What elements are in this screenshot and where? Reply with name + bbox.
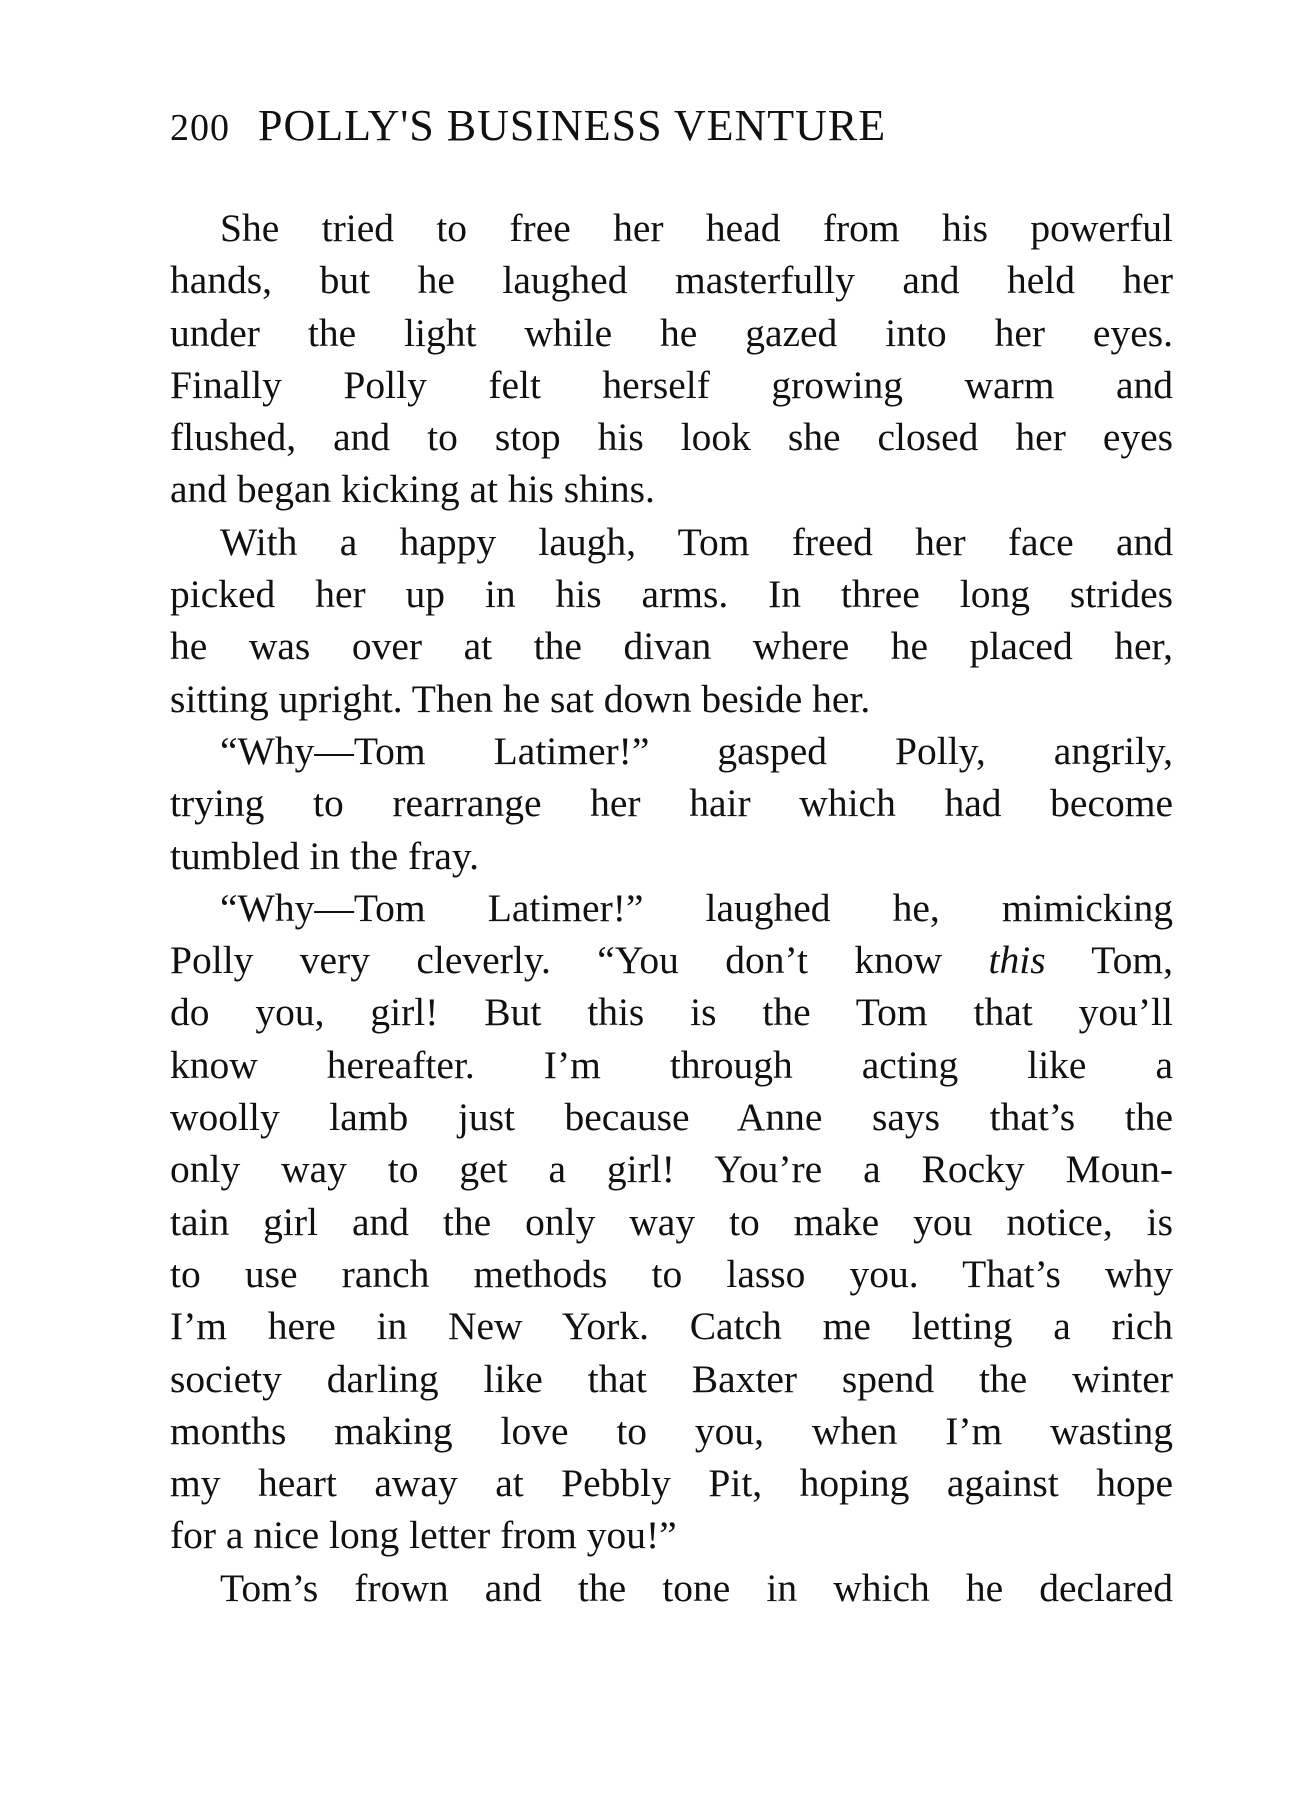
text-line: to use ranch methods to lasso you. That’s why — [170, 1251, 1173, 1296]
text-line: do you, girl! But this is the Tom that you’ll — [170, 990, 1173, 1035]
text-line: Finally Polly felt herself growing warm and — [170, 362, 1173, 407]
page-number: 200 — [170, 107, 230, 149]
running-header — [170, 100, 1130, 160]
text-line: “Why—Tom Latimer!” gasped Polly, angrily, — [220, 728, 1173, 773]
text-line: months making love to you, when I’m wasting — [170, 1408, 1173, 1453]
text-line: my heart away at Pebbly Pit, hoping against hope — [170, 1461, 1173, 1506]
text-line: for a nice long letter from you!” — [170, 1513, 677, 1558]
text-line: “Why—Tom Latimer!” laughed he, mimicking — [220, 885, 1173, 930]
text-line: society darling like that Baxter spend the winter — [170, 1356, 1173, 1401]
text-line: tumbled in the fray. — [170, 833, 479, 878]
text-line-with-italic: Polly very cleverly. “You don’t know this Tom, — [170, 938, 1173, 983]
body-text — [170, 202, 1173, 1614]
text-line: sitting upright. Then he sat down beside her. — [170, 676, 871, 721]
text-line: and began kicking at his shins. — [170, 467, 655, 512]
text-line: flushed, and to stop his look she closed her eyes — [170, 415, 1173, 460]
text-line: woolly lamb just because Anne says that’s the — [170, 1095, 1173, 1140]
text-line: I’m here in New York. Catch me letting a rich — [170, 1304, 1173, 1349]
text-line: hands, but he laughed masterfully and held her — [170, 258, 1173, 303]
text-line: With a happy laugh, Tom freed her face and — [220, 519, 1173, 564]
text-line: trying to rearrange her hair which had become — [170, 781, 1173, 826]
text-line: She tried to free her head from his powerful — [220, 206, 1173, 250]
text-line: picked her up in his arms. In three long strides — [170, 572, 1173, 617]
emphasized-word: this — [988, 938, 1046, 983]
text-line: only way to get a girl! You’re a Rocky Moun- — [170, 1147, 1173, 1192]
text-line: know hereafter. I’m through acting like a — [170, 1042, 1173, 1087]
text-line: he was over at the divan where he placed her, — [170, 624, 1173, 669]
text-line: tain girl and the only way to make you notice, is — [170, 1199, 1173, 1244]
text-line: under the light while he gazed into her eyes. — [170, 310, 1173, 355]
running-title: POLLY'S BUSINESS VENTURE — [258, 101, 887, 150]
text-line: Tom’s frown and the tone in which he declared — [220, 1565, 1173, 1610]
